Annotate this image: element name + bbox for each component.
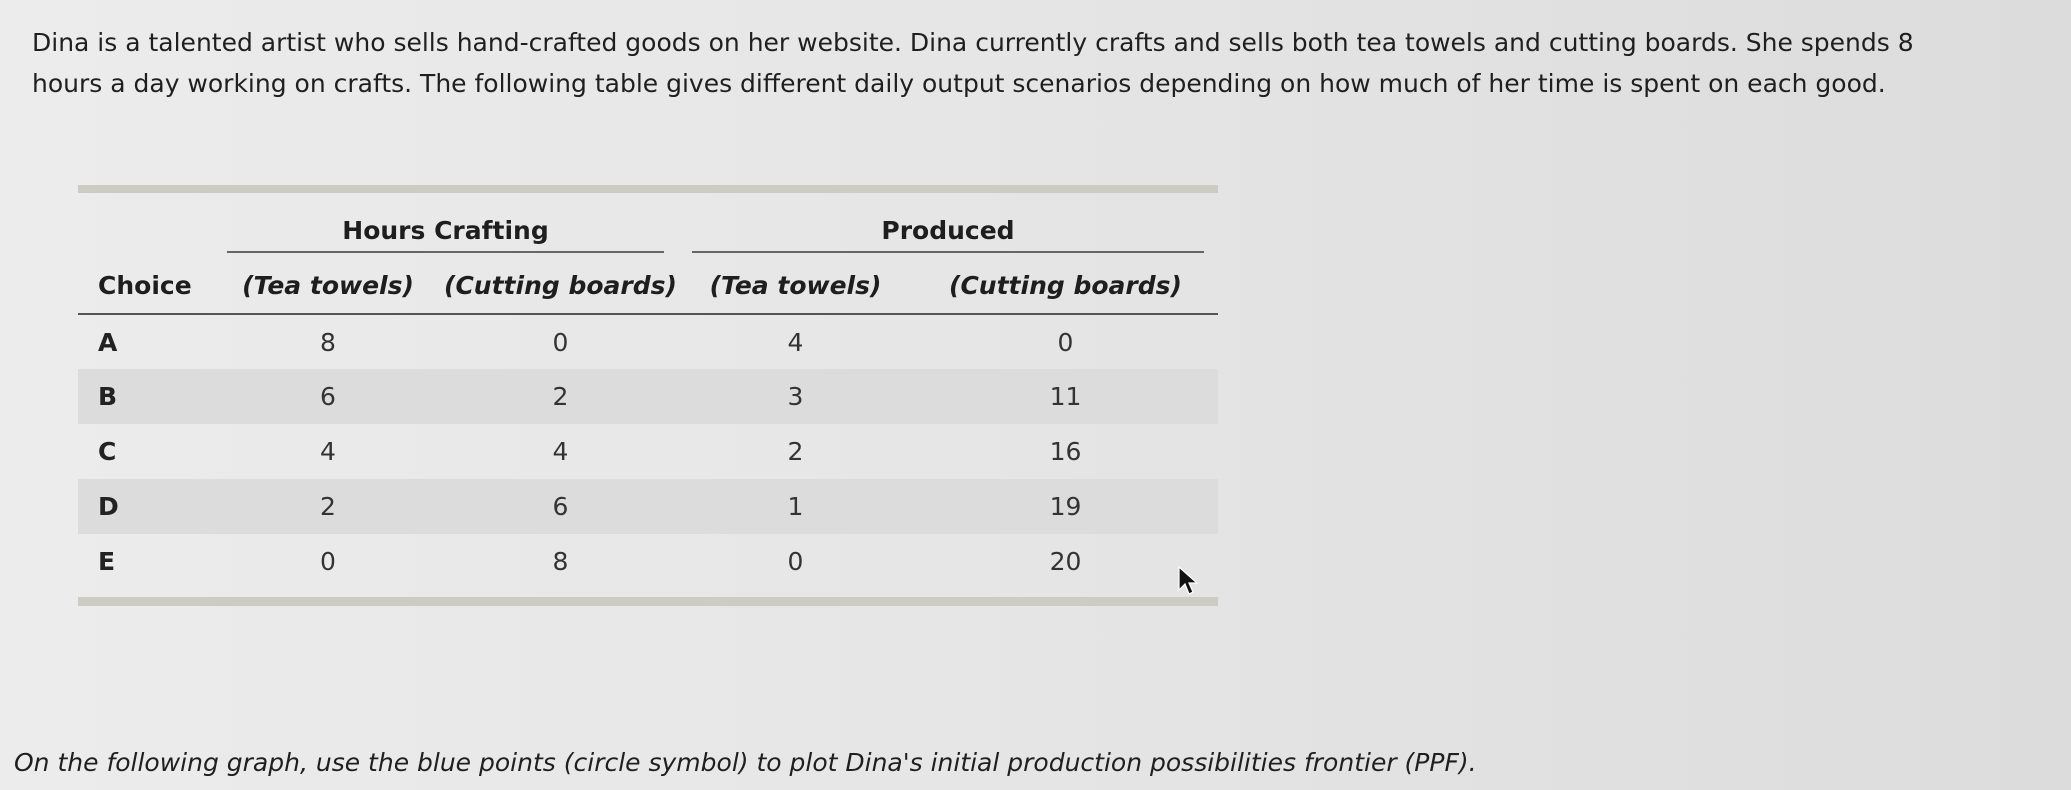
output-scenarios-table <box>78 193 1218 589</box>
produced-tea-cell: 0 <box>787 547 804 576</box>
choice-cell: E <box>98 547 116 576</box>
table-row <box>78 369 1218 424</box>
produced-cutting-cell: 0 <box>1057 327 1074 357</box>
choice-cell: A <box>98 327 118 357</box>
production-table <box>78 185 1218 606</box>
produced-cutting-cell: 11 <box>1049 382 1082 411</box>
produced-cutting-cell: 19 <box>1049 492 1082 521</box>
choice-cell: C <box>98 437 117 466</box>
produced-tea-cell: 1 <box>787 492 804 521</box>
column-header-hours-cutting-boards: (Cutting boards) <box>443 257 678 314</box>
column-header-hours-tea-towels: (Tea towels) <box>213 257 443 314</box>
group-header-hours-label: Hours Crafting <box>227 216 664 253</box>
produced-cutting-cell: 20 <box>1049 547 1082 576</box>
produced-tea-cell: 3 <box>787 382 804 411</box>
hours-tea-cell: 2 <box>320 492 336 521</box>
choice-cell: D <box>98 492 119 521</box>
hours-tea-cell: 6 <box>320 382 336 411</box>
column-header-produced-tea-towels: (Tea towels) <box>678 257 913 314</box>
hours-tea-cell: 0 <box>320 547 336 576</box>
choice-cell: B <box>98 382 118 411</box>
column-header-choice: Choice <box>78 257 213 314</box>
produced-cutting-cell: 16 <box>1049 437 1082 466</box>
produced-tea-cell: 4 <box>787 327 804 357</box>
group-header-spacer <box>78 193 213 257</box>
hours-cutting-cell: 6 <box>552 492 569 521</box>
table-row <box>78 479 1218 534</box>
produced-tea-cell: 2 <box>787 437 804 466</box>
table-row <box>78 424 1218 479</box>
table-row <box>78 314 1218 369</box>
table-top-rule <box>78 185 1218 193</box>
table-group-header-row <box>78 193 1218 257</box>
hours-cutting-cell: 8 <box>552 547 569 576</box>
table-row <box>78 534 1218 589</box>
group-header-hours <box>213 193 678 257</box>
mouse-pointer-icon <box>1177 566 1199 596</box>
group-header-produced <box>678 193 1218 257</box>
hours-cutting-cell: 2 <box>552 382 569 411</box>
hours-tea-cell: 4 <box>320 437 336 466</box>
hours-cutting-cell: 4 <box>552 437 569 466</box>
table-column-header-row <box>78 257 1218 314</box>
column-header-produced-cutting-boards: (Cutting boards) <box>913 257 1218 314</box>
graph-instruction-text: On the following graph, use the blue points (circle symbol) to plot Dina's initial production possibilities frontier (PPF). <box>14 748 1477 777</box>
problem-intro-text: Dina is a talented artist who sells hand-crafted goods on her website. Dina currently crafts and sells both tea towels and cutting boards. She spends 8 hours a day working on crafts. The following table gives different daily output scenarios depending on how much of her time is spent on each good. <box>32 28 1914 98</box>
hours-tea-cell: 8 <box>320 327 336 357</box>
table-bottom-rule <box>78 597 1218 606</box>
hours-cutting-cell: 0 <box>552 327 569 357</box>
group-header-produced-label: Produced <box>692 216 1204 253</box>
